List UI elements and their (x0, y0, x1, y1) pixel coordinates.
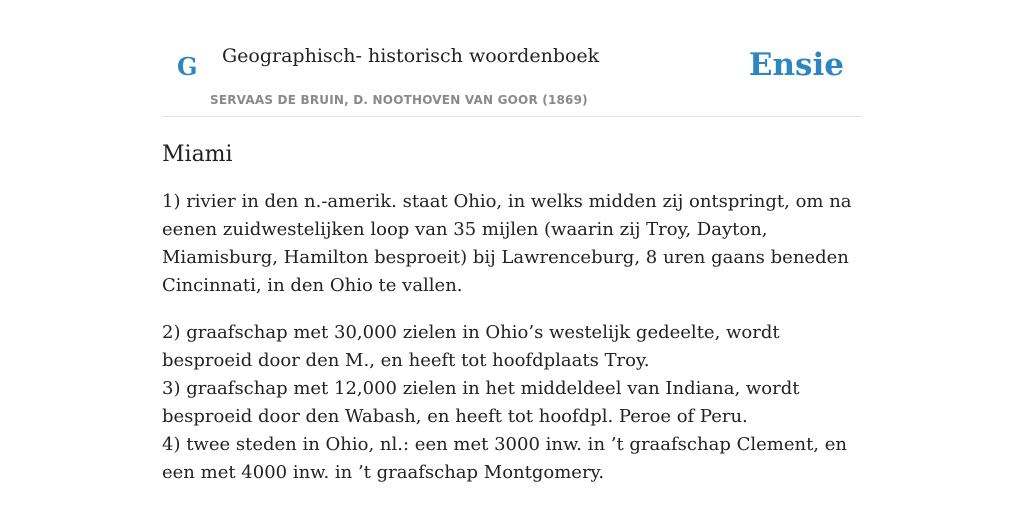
entry-title: Miami (162, 142, 233, 167)
entry-line: 4) twee steden in Ohio, nl.: een met 3000 inw. in ’t graafschap Clement, en een met 4000 inw. in ’t graafschap Montgomery. (162, 434, 847, 483)
entry-paragraph-list (162, 319, 862, 487)
entry-line: 2) graafschap met 30,000 zielen in Ohio’s westelijk gedeelte, wordt besproeid door den M., en heeft tot hoofdplaats Troy. (162, 322, 780, 371)
dictionary-author: SERVAAS DE BRUIN, D. NOOTHOVEN VAN GOOR (1869) (210, 93, 588, 107)
dictionary-header (162, 0, 862, 117)
dictionary-title[interactable]: Geographisch- historisch woordenboek (222, 45, 600, 67)
entry-paragraph: 1) rivier in den n.-amerik. staat Ohio, in welks midden zij ontspringt, om na eenen zuidwestelijken loop van 35 mijlen (waarin zij Troy, Dayton, Miamisburg, Hamilton besproeit) bij Lawrenceburg, 8 uren gaans beneden Cincinnati, in den Ohio te vallen. (162, 191, 852, 296)
brand-logo[interactable]: Ensie (748, 47, 844, 83)
dictionary-logo[interactable]: G (177, 52, 198, 81)
entry-content (162, 140, 862, 506)
entry-line: 3) graafschap met 12,000 zielen in het middeldeel van Indiana, wordt besproeid door den Wabash, en heeft tot hoofdpl. Peroe of Peru. (162, 378, 800, 427)
